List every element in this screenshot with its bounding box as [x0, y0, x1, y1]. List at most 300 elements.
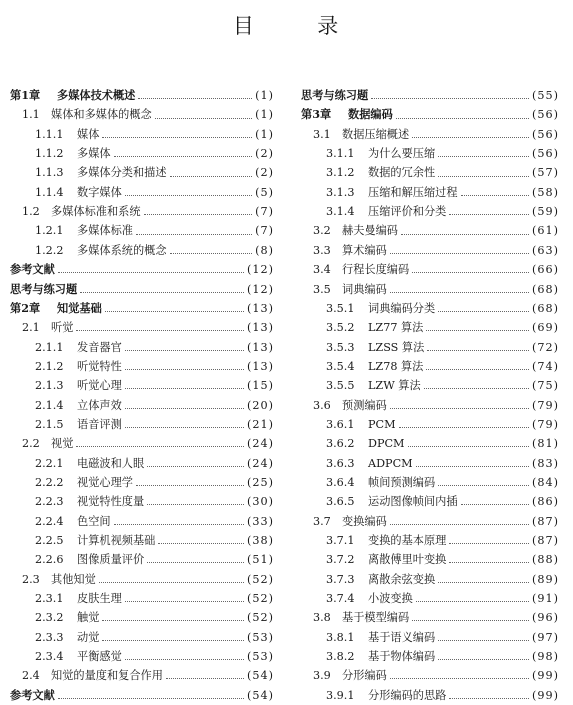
toc-entry-number: 2.2.6	[35, 553, 64, 567]
toc-entry[interactable]	[301, 628, 559, 647]
toc-entry-page: (83)	[532, 456, 559, 470]
toc-entry-page: (38)	[247, 533, 274, 547]
toc-entry-title: 发音器官	[77, 340, 122, 354]
toc-entry-title: 多媒体技术概述	[57, 88, 136, 103]
toc-entry-number: 3.1.1	[326, 147, 355, 161]
toc-entry-page: (86)	[532, 495, 559, 509]
toc-entry-number: 2.3.2	[35, 611, 64, 625]
toc-entry-page: (15)	[247, 379, 274, 393]
dot-leader	[125, 195, 252, 196]
toc-entry-number: 2.1	[22, 321, 40, 335]
dot-leader	[416, 466, 529, 467]
toc-entry[interactable]	[10, 376, 274, 395]
toc-entry[interactable]	[301, 337, 559, 356]
toc-entry[interactable]	[301, 589, 559, 608]
toc-entry[interactable]	[301, 125, 559, 144]
toc-entry-title: DPCM	[368, 437, 405, 451]
toc-entry-title: 基于语义编码	[368, 630, 436, 644]
toc-entry[interactable]	[10, 550, 274, 569]
toc-entry[interactable]	[301, 454, 559, 473]
dot-leader	[76, 446, 244, 447]
toc-entry[interactable]	[10, 86, 274, 105]
dot-leader	[449, 543, 529, 544]
dot-leader	[408, 446, 530, 447]
dot-leader	[147, 466, 244, 467]
toc-entry-page: (30)	[247, 495, 274, 509]
toc-entry[interactable]	[10, 221, 274, 240]
toc-entry-number: 3.5.2	[326, 321, 355, 335]
dot-leader	[449, 214, 529, 215]
toc-entry-title: 帧间预测编码	[368, 475, 436, 489]
dot-leader	[125, 350, 244, 351]
toc-entry-number: 3.7	[313, 514, 331, 528]
toc-entry-page: (52)	[247, 572, 274, 586]
dot-leader	[412, 137, 529, 138]
toc-entry-title: 知觉的量度和复合作用	[51, 669, 163, 683]
dot-leader	[438, 176, 529, 177]
toc-entry-title: 压缩和解压缩过程	[368, 185, 458, 199]
toc-entry-page: (81)	[532, 437, 559, 451]
toc-entry[interactable]	[10, 241, 274, 260]
toc-entry-title: 离散傅里叶变换	[368, 553, 447, 567]
dot-leader	[438, 640, 529, 641]
toc-entry-page: (91)	[532, 592, 559, 605]
toc-entry-title: 媒体	[77, 127, 100, 141]
toc-entry-title: 听觉特性	[77, 359, 122, 373]
toc-entry-number: 3.7.1	[326, 533, 355, 547]
toc-entry-title: 计算机视频基础	[77, 533, 156, 547]
toc-entry-title: 运动图像帧间内插	[368, 495, 458, 509]
toc-entry[interactable]	[10, 686, 274, 705]
dot-leader	[449, 562, 529, 563]
toc-entry[interactable]	[301, 202, 559, 221]
toc-entry[interactable]	[10, 628, 274, 647]
page-title-char-1: 目	[232, 14, 256, 38]
toc-entry-title: 数字媒体	[77, 185, 122, 199]
toc-entry[interactable]	[301, 396, 559, 415]
toc-entry-page: (24)	[247, 456, 274, 470]
toc-entry[interactable]	[10, 396, 274, 415]
toc-entry-title: 词典编码分类	[368, 301, 436, 315]
toc-entry-number: 3.8	[313, 611, 331, 625]
toc-entry-title: 多媒体标准	[77, 224, 133, 238]
toc-entry[interactable]	[301, 299, 559, 318]
dot-leader	[136, 485, 244, 486]
toc-entry-page: (88)	[532, 553, 559, 567]
toc-entry-page: (56)	[532, 147, 559, 161]
toc-entry-title: 多媒体标准和系统	[51, 205, 141, 219]
dot-leader	[438, 485, 529, 486]
dot-leader	[136, 234, 252, 235]
dot-leader	[125, 369, 244, 370]
dot-leader	[114, 156, 253, 157]
toc-entry-number: 2.3	[22, 572, 40, 586]
dot-leader	[438, 659, 529, 660]
toc-entry-page: (25)	[247, 475, 274, 489]
toc-entry-number: 1.2.2	[35, 243, 64, 257]
toc-entry-title: 词典编码	[342, 282, 387, 296]
toc-entry-page: (1)	[255, 127, 274, 141]
dot-leader	[102, 137, 252, 138]
dot-leader	[58, 272, 244, 273]
toc-entry-title: 图像质量评价	[77, 553, 145, 567]
toc-entry-page: (2)	[255, 166, 274, 180]
toc-entry[interactable]	[301, 492, 559, 511]
toc-entry-page: (57)	[532, 166, 559, 180]
dot-leader	[170, 253, 253, 254]
toc-entry[interactable]	[301, 647, 559, 666]
toc-entry-title: 其他知觉	[51, 572, 96, 586]
toc-entry[interactable]	[10, 512, 274, 531]
toc-entry[interactable]	[301, 531, 559, 550]
toc-entry-number: 2.1.5	[35, 417, 64, 431]
toc-entry[interactable]	[10, 163, 274, 182]
toc-entry[interactable]	[10, 589, 274, 608]
toc-entry-number: 3.6.3	[326, 456, 355, 470]
toc-entry-page: (87)	[532, 533, 559, 547]
toc-entry-page: (5)	[255, 185, 274, 199]
toc-entry[interactable]	[301, 608, 559, 627]
toc-entry-page: (69)	[532, 321, 559, 335]
toc-entry-title: 视觉	[51, 437, 74, 451]
toc-entry-number: 3.6.5	[326, 495, 355, 509]
toc-entry-number: 3.2	[313, 224, 331, 238]
toc-entry[interactable]	[10, 357, 274, 376]
dot-leader	[412, 272, 529, 273]
toc-entry-page: (12)	[247, 263, 274, 277]
toc-entry-title: LZ78 算法	[368, 359, 424, 373]
toc-entry-title: 压缩评价和分类	[368, 205, 447, 219]
dot-leader	[170, 176, 253, 177]
toc-entry[interactable]	[10, 608, 274, 627]
toc-entry-page: (59)	[532, 205, 559, 219]
dot-leader	[390, 292, 529, 293]
toc-entry-number: 2.2.2	[35, 475, 64, 489]
dot-leader	[401, 234, 529, 235]
toc-entry-number: 3.4	[313, 263, 331, 277]
toc-entry-number: 3.1.2	[326, 166, 355, 180]
toc-entry-title: 多媒体分类和描述	[77, 166, 167, 180]
page-title-char-2: 录	[317, 14, 341, 38]
dot-leader	[426, 330, 529, 331]
toc-entry-title: 小波变换	[368, 592, 413, 605]
toc-entry-number: 2.4	[22, 669, 40, 683]
toc-right-column	[301, 86, 559, 705]
toc-entry-title: 色空间	[77, 514, 111, 528]
toc-entry[interactable]	[301, 241, 559, 260]
dot-leader	[390, 408, 529, 409]
toc-entry-page: (96)	[532, 611, 559, 625]
toc-entry[interactable]	[10, 279, 274, 298]
toc-entry-page: (2)	[255, 147, 274, 161]
toc-entry-page: (68)	[532, 282, 559, 296]
toc-entry[interactable]	[301, 105, 559, 124]
toc-entry-title: 行程长度编码	[342, 263, 410, 277]
toc-entry[interactable]	[301, 163, 559, 182]
toc-entry-number: 3.5	[313, 282, 331, 296]
dot-leader	[412, 620, 529, 621]
dot-leader	[399, 427, 529, 428]
toc-entry[interactable]	[301, 183, 559, 202]
toc-entry-number: 3.9.1	[326, 688, 355, 702]
toc-entry-title: 参考文献	[10, 687, 55, 702]
toc-entry-title: 语音评测	[77, 417, 122, 431]
toc-entry-title: 思考与练习题	[301, 88, 369, 103]
toc-entry[interactable]	[10, 434, 274, 453]
toc-entry-page: (68)	[532, 301, 559, 315]
toc-entry-number: 1.2.1	[35, 224, 64, 238]
toc-entry[interactable]	[301, 686, 559, 705]
toc-entry-title: 听觉	[51, 321, 74, 335]
toc-entry-page: (98)	[532, 650, 559, 664]
dot-leader	[438, 311, 529, 312]
dot-leader	[426, 369, 529, 370]
dot-leader	[158, 543, 244, 544]
dot-leader	[427, 350, 529, 351]
toc-entry-title: 分形编码的思路	[368, 688, 447, 702]
toc-entry-page: (63)	[532, 243, 559, 257]
toc-entry-number: 2.1.3	[35, 379, 64, 393]
dot-leader	[166, 678, 244, 679]
toc-entry-title: 基于模型编码	[342, 611, 410, 625]
dot-leader	[438, 582, 529, 583]
dot-leader	[390, 678, 529, 679]
toc-entry-title: 数据的冗余性	[368, 166, 436, 180]
toc-entry-title: 多媒体系统的概念	[77, 243, 167, 257]
toc-entry-title: ADPCM	[368, 456, 413, 470]
toc-entry-title: 离散余弦变换	[368, 572, 436, 586]
toc-entry[interactable]	[10, 473, 274, 492]
toc-entry[interactable]	[301, 434, 559, 453]
dot-leader	[125, 659, 244, 660]
toc-entry-title: 赫夫曼编码	[342, 224, 398, 238]
toc-entry-title: 触觉	[77, 611, 100, 625]
toc-entry-number: 3.1.4	[326, 205, 355, 219]
toc-entry-title: 变换的基本原理	[368, 533, 447, 547]
toc-entry-page: (53)	[247, 650, 274, 664]
toc-entry[interactable]	[10, 415, 274, 434]
toc-entry-number: 2.3.3	[35, 630, 64, 644]
dot-leader	[424, 388, 529, 389]
dot-leader	[76, 330, 244, 331]
dot-leader	[147, 562, 244, 563]
toc-entry-number: 第2章	[10, 300, 41, 315]
toc-entry[interactable]	[10, 318, 274, 337]
dot-leader	[396, 118, 529, 119]
toc-entry-number: 2.3.4	[35, 650, 64, 664]
toc-entry-title: 媒体和多媒体的概念	[51, 108, 152, 122]
toc-entry-page: (13)	[247, 301, 274, 315]
toc-entry[interactable]	[10, 202, 274, 221]
page-title	[0, 10, 573, 40]
toc-entry-title: LZW 算法	[368, 379, 421, 393]
toc-entry-title: 视觉特性度量	[77, 495, 145, 509]
toc-entry-title: 基于物体编码	[368, 650, 436, 664]
toc-entry-number: 3.7.4	[326, 592, 355, 605]
toc-entry[interactable]	[301, 357, 559, 376]
toc-entry-page: (7)	[255, 224, 274, 238]
toc-entry[interactable]	[301, 376, 559, 395]
toc-entry[interactable]	[10, 570, 274, 589]
toc-entry-page: (12)	[247, 282, 274, 296]
toc-entry[interactable]	[10, 531, 274, 550]
toc-entry[interactable]	[10, 337, 274, 356]
toc-entry-title: 电磁波和人眼	[77, 456, 145, 470]
toc-entry-number: 2.2	[22, 437, 40, 451]
toc-entry-page: (51)	[247, 553, 274, 567]
toc-entry-page: (75)	[532, 379, 559, 393]
toc-entry-page: (52)	[247, 611, 274, 625]
toc-entry-page: (54)	[247, 669, 274, 683]
toc-entry[interactable]	[10, 666, 274, 685]
toc-entry-number: 2.1.2	[35, 359, 64, 373]
toc-entry-title: LZ77 算法	[368, 321, 424, 335]
toc-entry-page: (56)	[532, 108, 559, 122]
toc-entry[interactable]	[301, 473, 559, 492]
toc-entry-title: 多媒体	[77, 147, 111, 161]
toc-entry-number: 1.1.1	[35, 127, 64, 141]
toc-entry[interactable]	[301, 550, 559, 569]
toc-entry-title: 变换编码	[342, 514, 387, 528]
toc-entry-title: 视觉心理学	[77, 475, 133, 489]
toc-entry-number: 第3章	[301, 107, 332, 122]
toc-entry-page: (53)	[247, 630, 274, 644]
toc-entry[interactable]	[10, 260, 274, 279]
toc-entry[interactable]	[301, 415, 559, 434]
toc-entry-title: 分形编码	[342, 669, 387, 683]
toc-entry[interactable]	[301, 279, 559, 298]
toc-entry[interactable]	[301, 666, 559, 685]
dot-leader	[102, 640, 244, 641]
toc-entry-page: (55)	[532, 89, 559, 103]
toc-entry[interactable]	[10, 105, 274, 124]
toc-entry-title: 思考与练习题	[10, 281, 78, 296]
toc-entry-page: (87)	[532, 514, 559, 528]
toc-left-column	[10, 86, 274, 705]
toc-entry-page: (33)	[247, 514, 274, 528]
toc-entry[interactable]	[301, 512, 559, 531]
toc-entry-number: 1.1	[22, 108, 40, 122]
toc-entry-number: 3.5.1	[326, 301, 355, 315]
toc-entry-number: 2.3.1	[35, 592, 64, 605]
toc-entry-title: 数据编码	[348, 107, 393, 122]
toc-entry-number: 3.7.2	[326, 553, 355, 567]
toc-entry-title: 平衡感觉	[77, 650, 122, 664]
toc-entry-page: (79)	[532, 417, 559, 431]
toc-entry-page: (8)	[255, 243, 274, 257]
dot-leader	[461, 504, 530, 505]
toc-entry-page: (13)	[247, 321, 274, 335]
toc-entry[interactable]	[301, 221, 559, 240]
toc-entry-number: 3.8.2	[326, 650, 355, 664]
dot-leader	[125, 388, 244, 389]
toc-entry[interactable]	[10, 183, 274, 202]
dot-leader	[102, 620, 244, 621]
toc-entry-page: (54)	[247, 688, 274, 702]
toc-entry-number: 3.6	[313, 398, 331, 412]
toc-entry-number: 1.2	[22, 205, 40, 219]
toc-entry-number: 2.2.4	[35, 514, 64, 528]
toc-entry[interactable]	[10, 125, 274, 144]
toc-entry-title: 立体声效	[77, 398, 122, 412]
toc-entry-page: (99)	[532, 688, 559, 702]
dot-leader	[125, 601, 244, 602]
toc-entry-title: 听觉心理	[77, 379, 122, 393]
toc-entry-number: 1.1.2	[35, 147, 64, 161]
toc-entry-page: (13)	[247, 340, 274, 354]
toc-entry-title: 为什么要压缩	[368, 147, 436, 161]
dot-leader	[144, 214, 253, 215]
toc-entry-page: (58)	[532, 185, 559, 199]
toc-entry-number: 2.2.1	[35, 456, 64, 470]
toc-entry-page: (20)	[247, 398, 274, 412]
dot-leader	[416, 601, 529, 602]
toc-entry-title: 预测编码	[342, 398, 387, 412]
dot-leader	[138, 98, 252, 99]
toc-entry-number: 第1章	[10, 88, 41, 103]
toc-entry-number: 1.1.3	[35, 166, 64, 180]
toc-entry[interactable]	[301, 318, 559, 337]
toc-entry-number: 3.1.3	[326, 185, 355, 199]
dot-leader	[80, 292, 244, 293]
toc-entry-number: 3.3	[313, 243, 331, 257]
toc-entry-title: 算术编码	[342, 243, 387, 257]
toc-entry-page: (61)	[532, 224, 559, 238]
toc-entry-title: LZSS 算法	[368, 340, 425, 354]
toc-entry-page: (21)	[247, 417, 274, 431]
toc-entry-number: 1.1.4	[35, 185, 64, 199]
toc-entry-page: (52)	[247, 592, 274, 605]
toc-entry-number: 3.5.3	[326, 340, 355, 354]
toc-entry-page: (89)	[532, 572, 559, 586]
toc-entry-page: (13)	[247, 359, 274, 373]
toc-entry-number: 3.6.2	[326, 437, 355, 451]
toc-entry-number: 3.7.3	[326, 572, 355, 586]
dot-leader	[147, 504, 244, 505]
toc-entry-title: 知觉基础	[57, 300, 102, 315]
toc-entry-page: (84)	[532, 475, 559, 489]
toc-entry-title: 皮肤生理	[77, 592, 122, 605]
toc-entry-page: (99)	[532, 669, 559, 683]
toc-entry-number: 3.9	[313, 669, 331, 683]
toc-entry[interactable]	[10, 144, 274, 163]
toc-entry[interactable]	[301, 86, 559, 105]
dot-leader	[390, 524, 529, 525]
dot-leader	[371, 98, 529, 99]
toc-entry-page: (56)	[532, 127, 559, 141]
toc-entry[interactable]	[10, 492, 274, 511]
dot-leader	[125, 427, 244, 428]
dot-leader	[125, 408, 244, 409]
toc-entry-title: 参考文献	[10, 262, 55, 277]
toc-entry[interactable]	[301, 570, 559, 589]
dot-leader	[155, 118, 252, 119]
toc-entry[interactable]	[10, 299, 274, 318]
toc-entry-page: (66)	[532, 263, 559, 277]
toc-entry[interactable]	[10, 647, 274, 666]
toc-entry-page: (24)	[247, 437, 274, 451]
dot-leader	[390, 253, 529, 254]
toc-entry[interactable]	[301, 260, 559, 279]
toc-entry-number: 2.1.4	[35, 398, 64, 412]
toc-entry-number: 3.8.1	[326, 630, 355, 644]
toc-entry-page: (1)	[255, 108, 274, 122]
toc-entry[interactable]	[301, 144, 559, 163]
toc-entry-page: (1)	[255, 89, 274, 103]
toc-entry-page: (97)	[532, 630, 559, 644]
toc-entry-number: 2.2.3	[35, 495, 64, 509]
toc-entry[interactable]	[10, 454, 274, 473]
